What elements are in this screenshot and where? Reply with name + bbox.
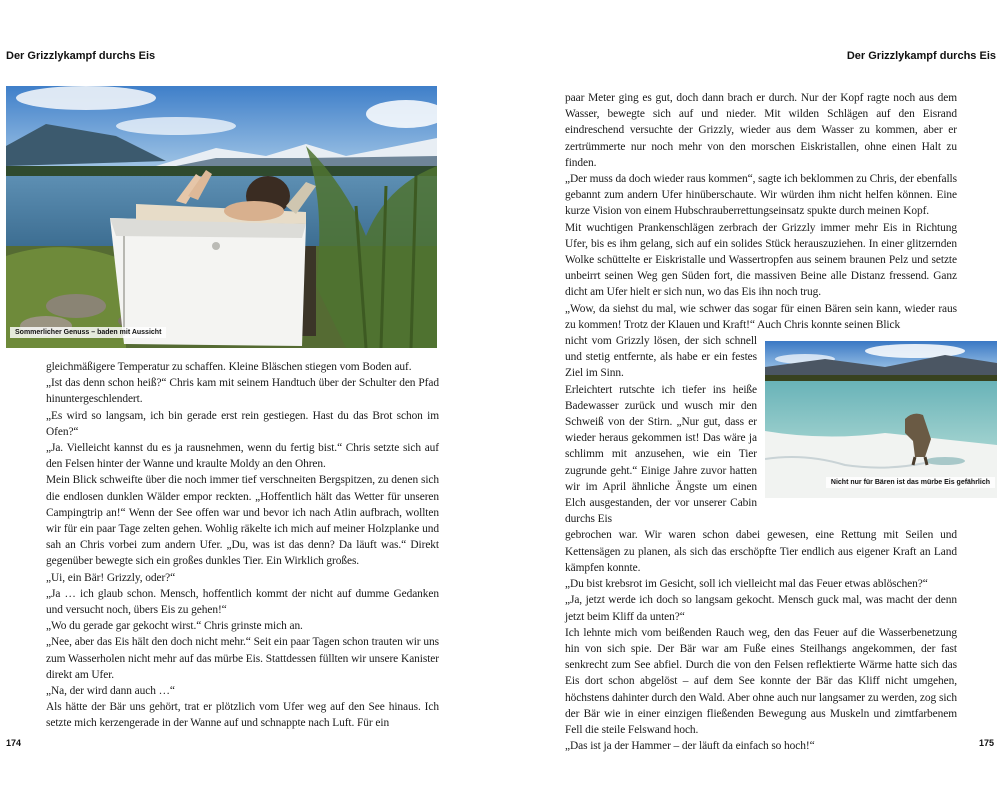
right-paragraph: „Das ist ja der Hammer – der läuft da einfach so hoch!“ bbox=[565, 740, 815, 753]
page-header-right: Der Grizzlykampf durchs Eis bbox=[846, 50, 996, 62]
ice-photo-caption: Nicht nur für Bären ist das mürbe Eis gefährlich bbox=[826, 477, 995, 488]
right-paragraph: „Du bist krebsrot im Gesicht, soll ich vielleicht mal das Feuer etwas ablöschen?“ bbox=[565, 578, 928, 591]
left-paragraph: „Es wird so langsam, ich bin gerade erst rein gestiegen. Hast du das Brot schon im Ofen?“ bbox=[46, 409, 439, 438]
left-paragraph: „Ui, ein Bär! Grizzly, oder?“ bbox=[46, 571, 176, 584]
bathtub-photo bbox=[6, 86, 437, 348]
right-paragraph: „Ja, jetzt werde ich doch so langsam gekocht. Mensch guck mal, was macht der denn jetzt beim Kliff da unten?“ bbox=[565, 594, 957, 623]
right-paragraph: gebrochen war. Wir waren schon dabei gewesen, eine Rettung mit Seilen und Kettensägen zu planen, als sich das erschöpfte Tier endlich aus eigener Kraft an Land kämpfen konnte. bbox=[565, 529, 957, 574]
right-paragraph: paar Meter ging es gut, doch dann brach er durch. Nur der Kopf ragte noch aus dem Wasser, bewegte sich auf und nieder. Mit wilden Schlägen auf den Eisrand eindreschend versuchte der Grizzly, wieder aus dem Wasser zu kommen, aber er zertrümmerte nur noch mehr von den morschen Eiskristallen, ohne einen Halt zu finden. bbox=[565, 92, 957, 169]
left-paragraph: „Ja. Vielleicht kannst du es ja rausnehmen, wenn du fertig bist.“ Chris setzte sich auf den Felsen hinter der Wanne und kraulte Moldy an den Ohren. bbox=[46, 442, 439, 471]
ice-photo bbox=[765, 341, 997, 498]
left-paragraph: Als hätte der Bär uns gehört, trat er plötzlich vom Ufer weg auf den See hinaus. Ich setzte mich kerzengerade in der Wanne auf und schnappte nach Luft. Für ein bbox=[46, 701, 439, 730]
left-paragraph: „Nee, aber das Eis hält den doch nicht mehr.“ Seit ein paar Tagen schon trauten wir uns zum Wasserholen nicht mehr auf das mürbe Eis. Stattdessen füllten wir unsere Kanister direkt am Ufer. bbox=[46, 636, 439, 681]
left-page-body bbox=[46, 359, 439, 732]
left-paragraph: „Wo du gerade gar gekocht wirst.“ Chris grinste mich an. bbox=[46, 620, 303, 633]
page-number-left: 174 bbox=[6, 738, 22, 748]
right-paragraph: „Wow, da siehst du mal, wie schwer das sogar für einen Bären sein kann, wieder raus zu kommen! Trotz der Klauen und Kraft!“ Auch Chris konnte seinen Blick bbox=[565, 302, 957, 331]
bathtub-photo-illustration bbox=[6, 86, 437, 348]
right-paragraph: Mit wuchtigen Prankenschlägen zerbrach der Grizzly immer mehr Eis in Richtung Ufer, bis es ihm gelang, sich auf ein solides Stück herauszuziehen. In einer glitzernden Wolke schüttelte er Eiskristalle und Wassertropfen aus seinem braunen Pelz und setzte unbeirrt seinen Weg gen Süden fort, die massiven Beine alle Distanz fressend. Ganz dicht am Ufer hielt er sich nun, wo das Eis ihn noch trug. bbox=[565, 221, 957, 299]
left-paragraph: Mein Blick schweifte über die noch immer tief verschneiten Bergspitzen, zu denen sich die endlosen dunklen Wälder empor reckten. „Hoffentlich hält das Wetter für unseren Campingtrip an!“ Wenn der See offen war und bevor ich nach Atlin aufbrach, wollten wir für ein paar Tage zelten gehen. Wohlig räkelte ich mich auf meiner Holzplanke und sah an Chris vorbei zum andern Ufer. „Du, was ist das denn? Da läuft was.“ Direkt gegenüber bewegte sich ein großes dunkles Tier. Ein Wirklich großes. bbox=[46, 474, 439, 568]
bathtub-photo-caption: Sommerlicher Genuss – baden mit Aussicht bbox=[10, 327, 166, 338]
left-paragraph: „Na, der wird dann auch …“ bbox=[46, 685, 175, 698]
page-number-right: 175 bbox=[978, 738, 994, 748]
ice-photo-illustration bbox=[765, 341, 997, 498]
right-paragraph-wrapped: nicht vom Grizzly lösen, der sich schnell und stetig entfernte, als habe er ein festes Ziel im Sinn. bbox=[565, 335, 757, 380]
left-paragraph: „Ist das denn schon heiß?“ Chris kam mit seinem Handtuch über der Schulter den Pfad hinuntergeschlendert. bbox=[46, 377, 439, 406]
right-paragraph: Ich lehnte mich vom beißenden Rauch weg, den das Feuer auf die Wasserbenetzung hin von sich spie. Der Bär war am Fuße eines Steilhangs angekommen, der fast senkrecht zum See abfiel. Durch die von den Felsen reflektierte Wärme hatte sich das Eis dort schon abgelöst – auf dem See konnte der Bär das Kliff nicht umgehen, höchstens dahinter durch den Wald. Aber ohne auch nur langsamer zu werden, zog sich der Bär wie in einer einzigen fließenden Bewegung aus Muskeln und zimtfarbenem Fell die steile Felswand hoch. bbox=[565, 626, 957, 736]
left-paragraph: „Ja … ich glaub schon. Mensch, hoffentlich kommt der nicht auf dumme Gedanken und versucht noch, übers Eis zu gehen!“ bbox=[46, 587, 439, 617]
left-paragraph: gleichmäßigere Temperatur zu schaffen. Kleine Bläschen stiegen vom Boden auf. bbox=[46, 361, 412, 373]
page-header-left: Der Grizzlykampf durchs Eis bbox=[6, 50, 156, 62]
right-paragraph: „Der muss da doch wieder raus kommen“, sagte ich beklommen zu Chris, der ebenfalls gebannt zum andern Ufer hinüberschaute. Wir würden ihm nicht helfen können. Eine kurze Vision von einem Hubschrauberrettungseinsatz spukte durch meinen Kopf. bbox=[565, 173, 957, 218]
right-paragraph-wrapped: Erleichtert rutschte ich tiefer ins heiße Badewasser zurück und wusch mir den Schweiß von der Stirn. „Nur gut, dass er wieder heraus gekommen ist! Das wäre ja schlimm mit anzusehen, wie ein Tier zugrunde geht.“ Einige Jahre zuvor hatten wir im April ähnliche Ängste um einen Elch ausgestanden, der vor unserer Cabin durchs Eis bbox=[565, 383, 757, 526]
